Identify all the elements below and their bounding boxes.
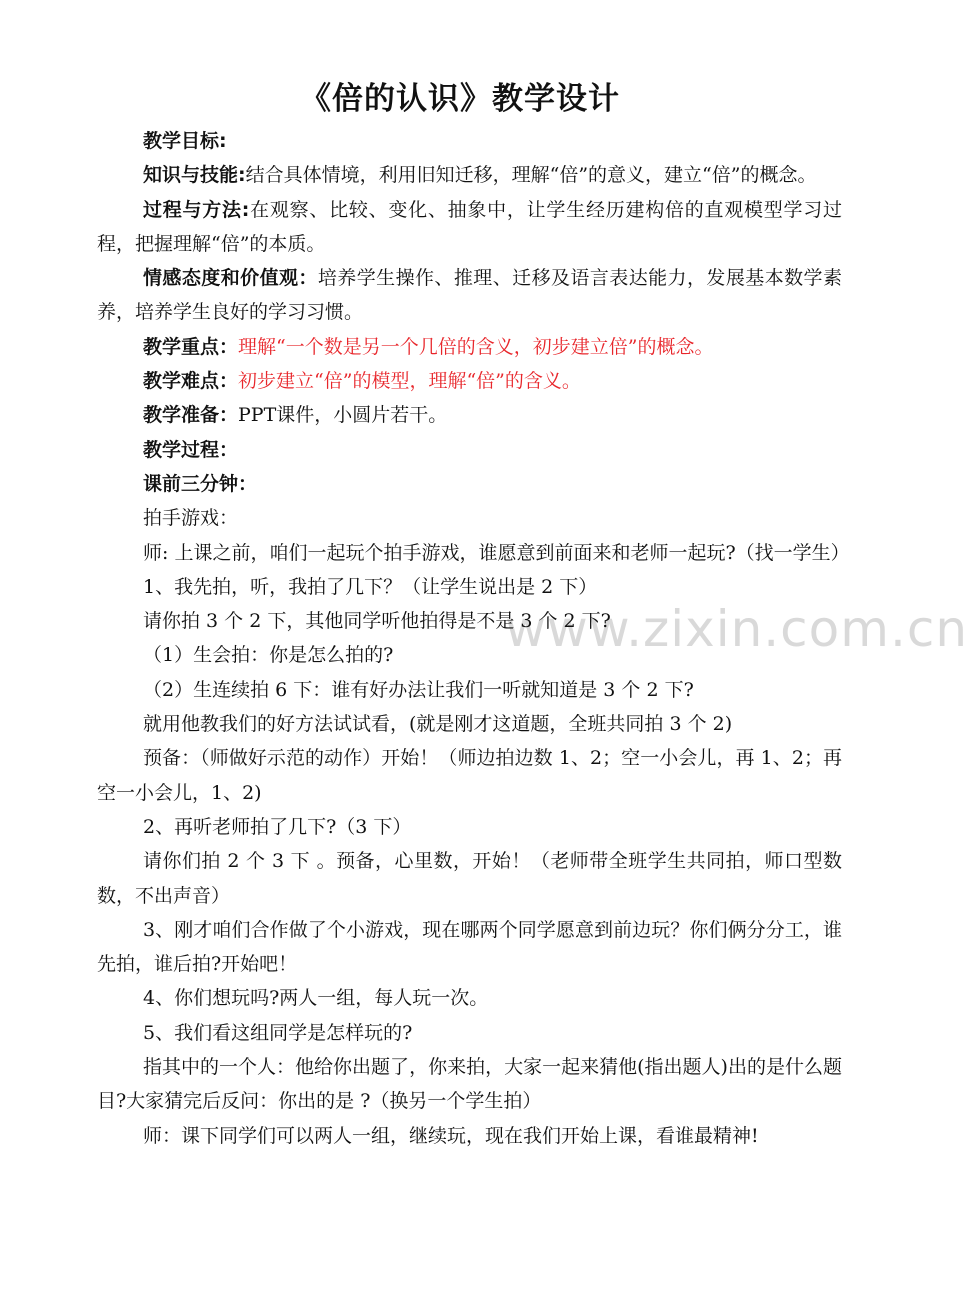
goals-heading: 教学目标: — [143, 130, 227, 152]
emotion-text: 培养学生操作、推理、迁移及语言表达能力，发展基本数学素养，培养学生良好的学习习惯。 — [97, 267, 842, 324]
paragraph: 3、刚才咱们合作做了个小游戏，现在哪两个同学愿意到前边玩？你们俩分分工，谁先拍，谁后拍?开始吧！ — [97, 918, 842, 976]
emotion-label: 情感态度和价值观： — [143, 267, 318, 290]
paragraph: 拍手游戏： — [143, 507, 239, 530]
paragraph: 请你拍 3 个 2 下，其他同学听他拍得是不是 3 个 2 下? — [143, 610, 611, 633]
difficulty-label: 教学难点： — [143, 370, 239, 393]
difficulty-text: 初步建立“倍”的模型，理解“倍”的含义。 — [238, 370, 581, 393]
preparation-text: PPT课件，小圆片若干。 — [238, 404, 448, 427]
process-label: 过程与方法: — [143, 198, 250, 221]
paragraph: 2、再听老师拍了几下?（3 下） — [143, 815, 412, 838]
process-goal — [97, 193, 842, 262]
knowledge-label: 知识与技能: — [143, 164, 246, 187]
paragraph: 1、我先拍，听，我拍了几下？（让学生说出是 2 下） — [143, 575, 598, 598]
difficulty — [97, 364, 842, 398]
paragraph: （1）生会拍：你是怎么拍的? — [143, 644, 394, 667]
page-title: 《倍的认识》教学设计 — [300, 81, 620, 117]
paragraph: （2）生连续拍 6 下：谁有好办法让我们一听就知道是 3 个 2 下? — [143, 678, 694, 701]
paragraph: 师：课下同学们可以两人一组，继续玩，现在我们开始上课，看谁最精神! — [143, 1124, 759, 1147]
paragraph: 5、我们看这组同学是怎样玩的? — [143, 1021, 413, 1044]
paragraph: 请你们拍 2 个 3 下 。预备，心里数，开始！（老师带全班学生共同拍，师口型数数，不出声音） — [97, 850, 842, 907]
key-point — [97, 330, 842, 364]
process-text: 在观察、比较、变化、抽象中，让学生经历建构倍的直观模型学习过程，把握理解“倍”的本质。 — [97, 198, 842, 255]
key-point-text: 理解“一个数是另一个几倍的含义，初步建立倍”的概念。 — [238, 335, 714, 358]
paragraph: 就用他教我们的好方法试试看，(就是刚才这道题，全班共同拍 3 个 2) — [143, 713, 733, 736]
paragraph: 4、你们想玩吗?两人一组，每人玩一次。 — [143, 987, 489, 1010]
paragraph: 师: 上课之前，咱们一起玩个拍手游戏，谁愿意到前面来和老师一起玩?（找一学生） — [143, 541, 850, 564]
key-point-label: 教学重点： — [143, 335, 239, 358]
knowledge-text: 结合具体情境，利用旧知迁移，理解“倍”的意义，建立“倍”的概念。 — [245, 164, 817, 187]
procedure-heading: 教学过程： — [143, 438, 239, 461]
paragraph: 指其中的一个人：他给你出题了，你来拍，大家一起来猜他(指出题人)出的是什么题目?大家猜完后反问：你出的是 ?（换另一个学生拍） — [97, 1056, 842, 1113]
preparation-label: 教学准备： — [143, 404, 239, 427]
emotion-goal — [97, 261, 842, 330]
preparation — [97, 398, 842, 432]
watermark: www.zixin.com.cn — [505, 600, 968, 658]
warmup-heading: 课前三分钟： — [143, 472, 258, 495]
knowledge-goal — [97, 158, 842, 192]
paragraph: 预备：（师做好示范的动作）开始！（师边拍边数 1、2；空一小会儿，再 1、2；再空一小会儿，1、2) — [97, 747, 842, 804]
document-body — [97, 124, 850, 1153]
